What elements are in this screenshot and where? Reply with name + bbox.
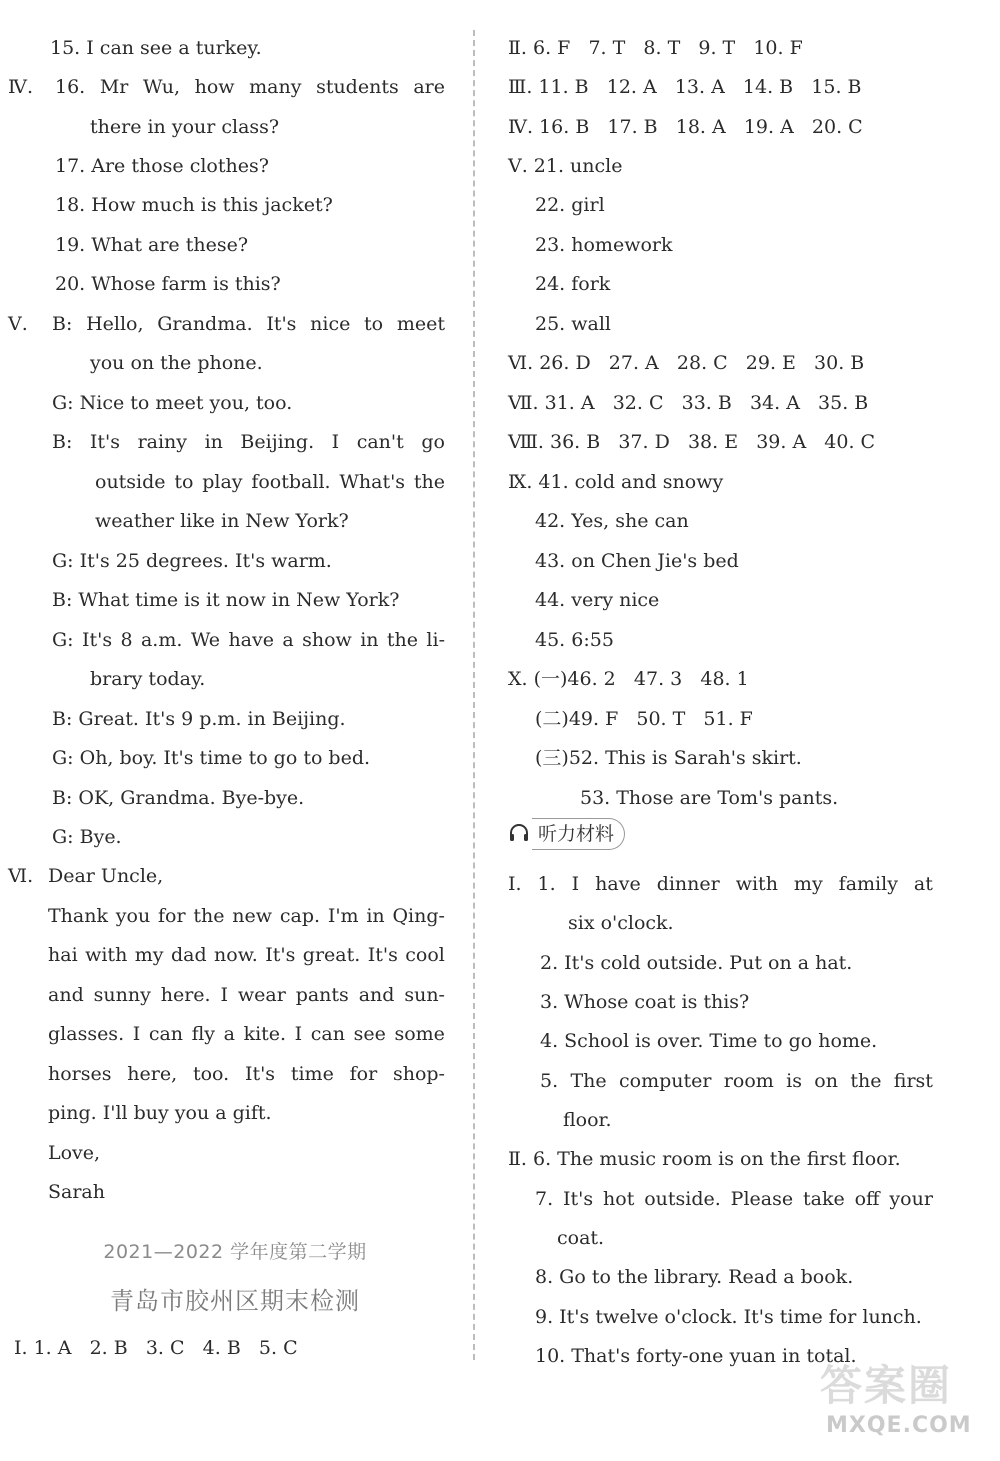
transcript-6: Ⅱ. 6. The music room is on the first floor.	[508, 1148, 901, 1170]
answer-16-line1: 16. Mr Wu, how many students are	[55, 76, 445, 98]
answer-row-46-48: Ⅹ. (一)46. 2 47. 3 48. 1	[508, 668, 749, 690]
letter-line-6: horses here, too. It's time for shop-	[48, 1063, 445, 1085]
transcript-7b: coat.	[557, 1227, 605, 1249]
answer-41: Ⅸ. 41. cold and snowy	[508, 471, 724, 493]
answer-24: 24. fork	[535, 273, 611, 295]
dialogue-line-6b: brary today.	[90, 668, 206, 690]
dialogue-line-5: B: What time is it now in New York?	[52, 589, 400, 611]
answer-15: 15. I can see a turkey.	[50, 37, 262, 59]
answer-42: 42. Yes, she can	[535, 510, 689, 532]
answer-row-31-35: Ⅶ. 31. A 32. C 33. B 34. A 35. B	[508, 392, 869, 414]
letter-line-3: hai with my dad now. It's great. It's cool	[48, 944, 445, 966]
dialogue-line-8: G: Oh, boy. It's time to go to bed.	[52, 747, 371, 769]
answer-45: 45. 6:55	[535, 629, 614, 651]
dialogue-line-6a: G: It's 8 a.m. We have a show in the li-	[52, 629, 445, 651]
dialogue-line-3c: weather like in New York?	[95, 510, 349, 532]
dialogue-line-4: G: It's 25 degrees. It's warm.	[52, 550, 332, 572]
dialogue-line-10: G: Bye.	[52, 826, 122, 848]
answer-row-16-20: Ⅳ. 16. B 17. B 18. A 19. A 20. C	[508, 116, 863, 138]
column-divider	[473, 30, 475, 1360]
answer-21: Ⅴ. 21. uncle	[508, 155, 623, 177]
section-vi-numeral: Ⅵ.	[8, 865, 34, 887]
section-exam-heading: 青岛市胶州区期末检测	[110, 1287, 360, 1315]
answer-16-line2: there in your class?	[90, 116, 280, 138]
transcript-5a: 5. The computer room is on the first	[540, 1070, 933, 1092]
answer-43: 43. on Chen Jie's bed	[535, 550, 739, 572]
listening-material-label: 听力材料	[532, 818, 625, 850]
watermark-logo: 答案圈	[820, 1361, 953, 1410]
transcript-5b: floor.	[563, 1109, 612, 1131]
transcript-1b: six o'clock.	[568, 912, 674, 934]
answer-53: 53. Those are Tom's pants.	[580, 787, 839, 809]
answer-44: 44. very nice	[535, 589, 660, 611]
answer-row-36-40: Ⅷ. 36. B 37. D 38. E 39. A 40. C	[508, 431, 876, 453]
answer-row-26-30: Ⅵ. 26. D 27. A 28. C 29. E 30. B	[508, 352, 865, 374]
answer-row-1-5: Ⅰ. 1. A 2. B 3. C 4. B 5. C	[14, 1337, 298, 1359]
transcript-7a: 7. It's hot outside. Please take off your	[535, 1188, 933, 1210]
answer-row-6-10: Ⅱ. 6. F 7. T 8. T 9. T 10. F	[508, 37, 803, 59]
answer-20: 20. Whose farm is this?	[55, 273, 281, 295]
dialogue-line-9: B: OK, Grandma. Bye-bye.	[52, 787, 305, 809]
transcript-10: 10. That's forty-one yuan in total.	[535, 1345, 857, 1367]
letter-line-5: glasses. I can fly a kite. I can see some	[48, 1023, 445, 1045]
letter-line-7: ping. I'll buy you a gift.	[48, 1102, 272, 1124]
dialogue-line-2: G: Nice to meet you, too.	[52, 392, 293, 414]
answer-row-11-15: Ⅲ. 11. B 12. A 13. A 14. B 15. B	[508, 76, 862, 98]
answer-52: (三)52. This is Sarah's skirt.	[535, 747, 802, 769]
answer-22: 22. girl	[535, 194, 605, 216]
transcript-3: 3. Whose coat is this?	[540, 991, 750, 1013]
answer-17: 17. Are those clothes?	[55, 155, 269, 177]
transcript-1a: Ⅰ. 1. I have dinner with my family at	[508, 873, 933, 895]
section-iv-numeral: Ⅳ.	[8, 76, 34, 98]
watermark-text: MXQE.COM	[826, 1413, 972, 1438]
answer-25: 25. wall	[535, 313, 611, 335]
dialogue-line-1a: B: Hello, Grandma. It's nice to meet	[52, 313, 445, 335]
letter-line-4: and sunny here. I wear pants and sun-	[48, 984, 445, 1006]
watermark	[790, 1353, 990, 1453]
transcript-8: 8. Go to the library. Read a book.	[535, 1266, 854, 1288]
dialogue-line-3a: B: It's rainy in Beijing. I can't go	[52, 431, 445, 453]
section-year-heading: 2021—2022 学年度第二学期	[103, 1241, 367, 1263]
answer-row-49-51: (二)49. F 50. T 51. F	[535, 708, 753, 730]
letter-greeting: Dear Uncle,	[48, 865, 164, 887]
section-v-numeral: Ⅴ.	[8, 313, 28, 335]
answer-18: 18. How much is this jacket?	[55, 194, 333, 216]
dialogue-line-1b: you on the phone.	[90, 352, 263, 374]
headphone-icon	[508, 822, 530, 844]
dialogue-line-7: B: Great. It's 9 p.m. in Beijing.	[52, 708, 346, 730]
transcript-2: 2. It's cold outside. Put on a hat.	[540, 952, 853, 974]
transcript-4: 4. School is over. Time to go home.	[540, 1030, 878, 1052]
letter-line-2: Thank you for the new cap. I'm in Qing-	[48, 905, 445, 927]
letter-signature: Sarah	[48, 1181, 105, 1203]
answer-23: 23. homework	[535, 234, 673, 256]
letter-closing: Love,	[48, 1142, 101, 1164]
answer-19: 19. What are these?	[55, 234, 249, 256]
dialogue-line-3b: outside to play football. What's the	[95, 471, 445, 493]
transcript-9: 9. It's twelve o'clock. It's time for lunch.	[535, 1306, 922, 1328]
